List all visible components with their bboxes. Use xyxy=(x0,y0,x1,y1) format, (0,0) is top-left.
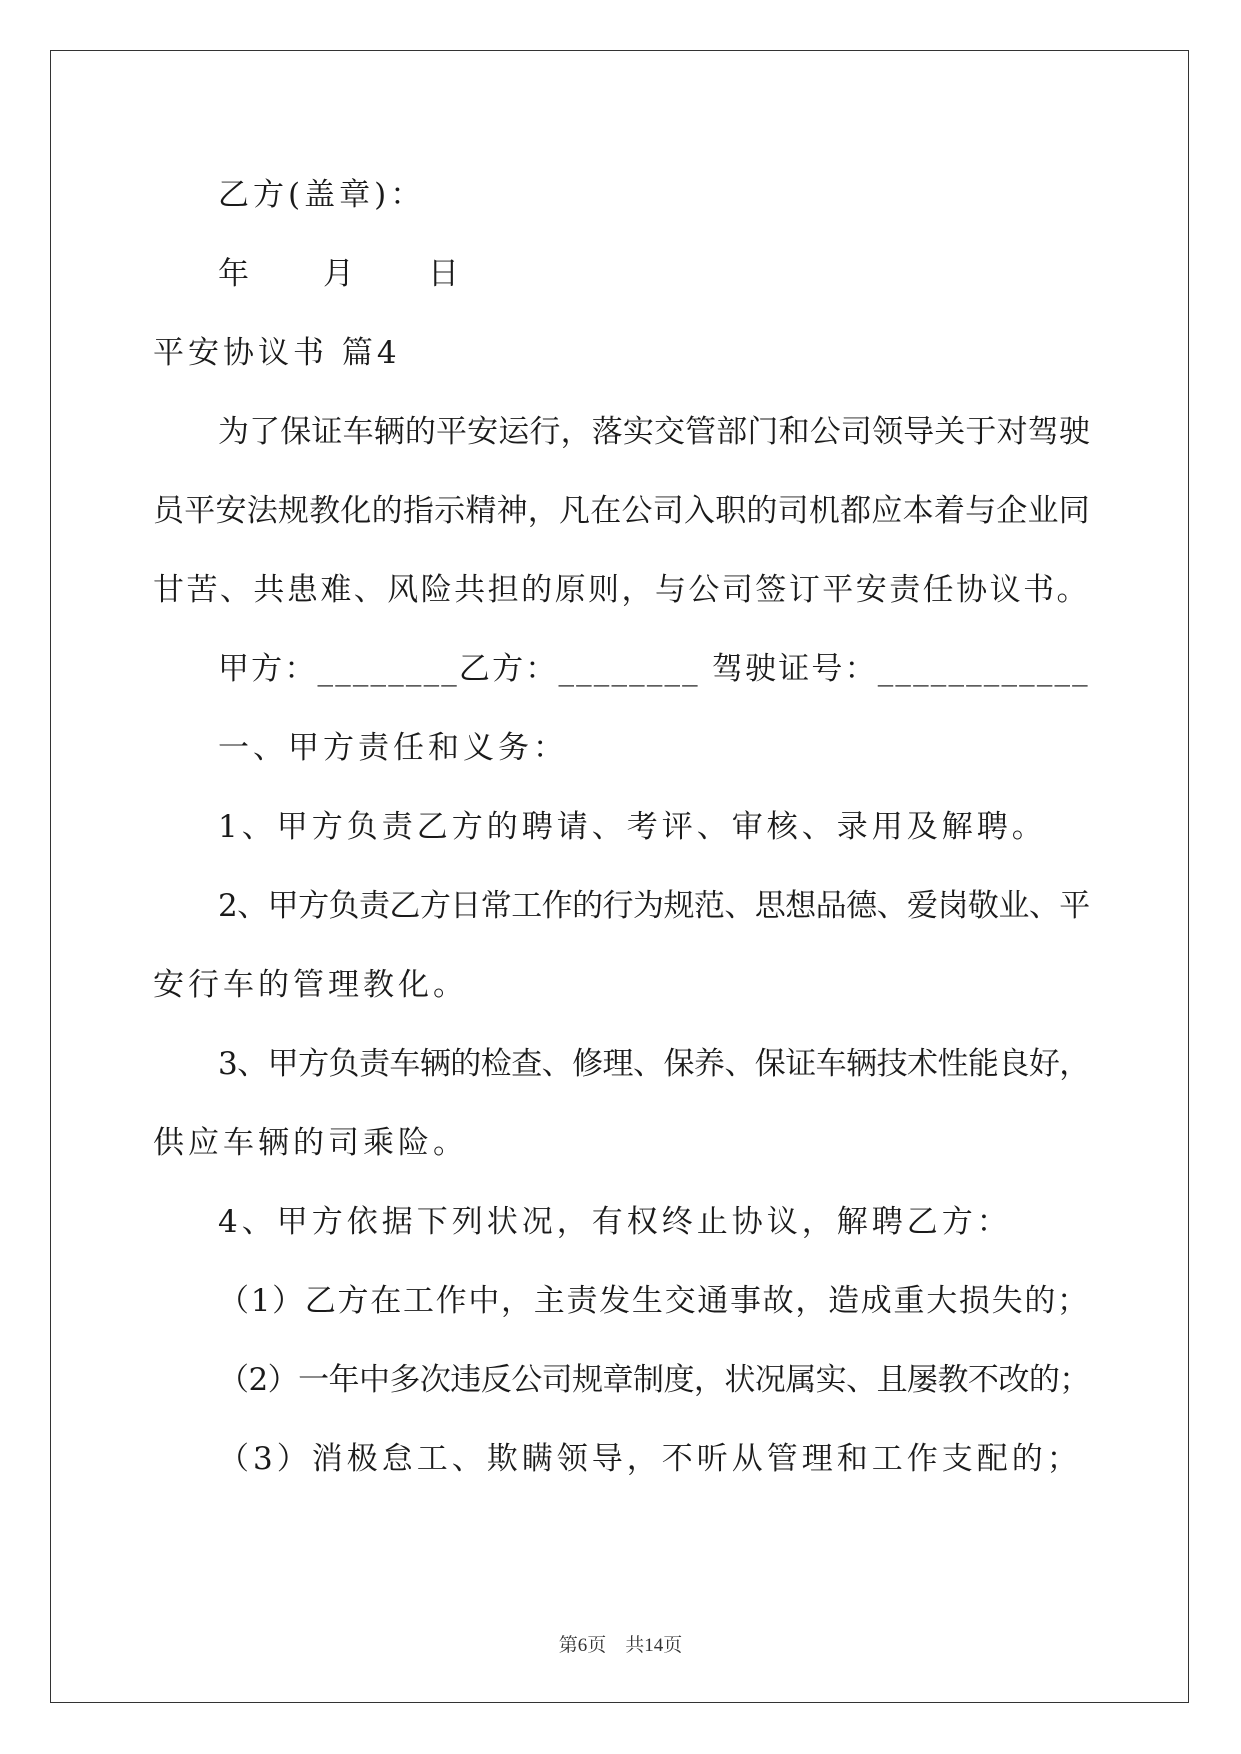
text-line: 4、甲方依据下列状况，有权终止协议，解聘乙方： xyxy=(218,1204,1012,1240)
text-line: 1、甲方负责乙方的聘请、考评、审核、录用及解聘。 xyxy=(218,809,1047,845)
text-line: 为了保证车辆的平安运行，落实交管部门和公司领导关于对驾驶 xyxy=(218,414,1090,450)
page-total: 共14页 xyxy=(625,1635,683,1656)
page-footer xyxy=(0,1630,1241,1657)
text-line: 3、甲方负责车辆的检查、修理、保养、保证车辆技术性能良好， xyxy=(218,1046,1090,1082)
text-line: 供应车辆的司乘险。 xyxy=(153,1125,468,1161)
text-line: 一、甲方责任和义务： xyxy=(218,730,568,766)
text-line: （3）消极怠工、欺瞒领导，不听从管理和工作支配的； xyxy=(218,1441,1082,1477)
page-number: 第6页 xyxy=(558,1635,607,1656)
text-line: 员平安法规教化的指示精神，凡在公司入职的司机都应本着与企业同 xyxy=(153,493,1090,529)
text-line: （1）乙方在工作中，主责发生交通事故，造成重大损失的； xyxy=(218,1283,1090,1319)
text-line: 甘苦、共患难、风险共担的原则，与公司签订平安责任协议书。 xyxy=(153,572,1090,608)
text-line: 2、甲方负责乙方日常工作的行为规范、思想品德、爱岗敬业、平 xyxy=(218,888,1090,924)
text-line: 年 月 日 xyxy=(218,256,463,292)
text-line: 乙方(盖章)： xyxy=(218,177,426,213)
section-heading: 平安协议书 篇4 xyxy=(153,335,401,371)
text-line: （2）一年中多次违反公司规章制度，状况属实、且屡教不改的； xyxy=(218,1362,1090,1398)
text-line: 安行车的管理教化。 xyxy=(153,967,468,1003)
text-line: 甲方：________乙方：________ 驾驶证号：____________ xyxy=(218,651,1090,687)
